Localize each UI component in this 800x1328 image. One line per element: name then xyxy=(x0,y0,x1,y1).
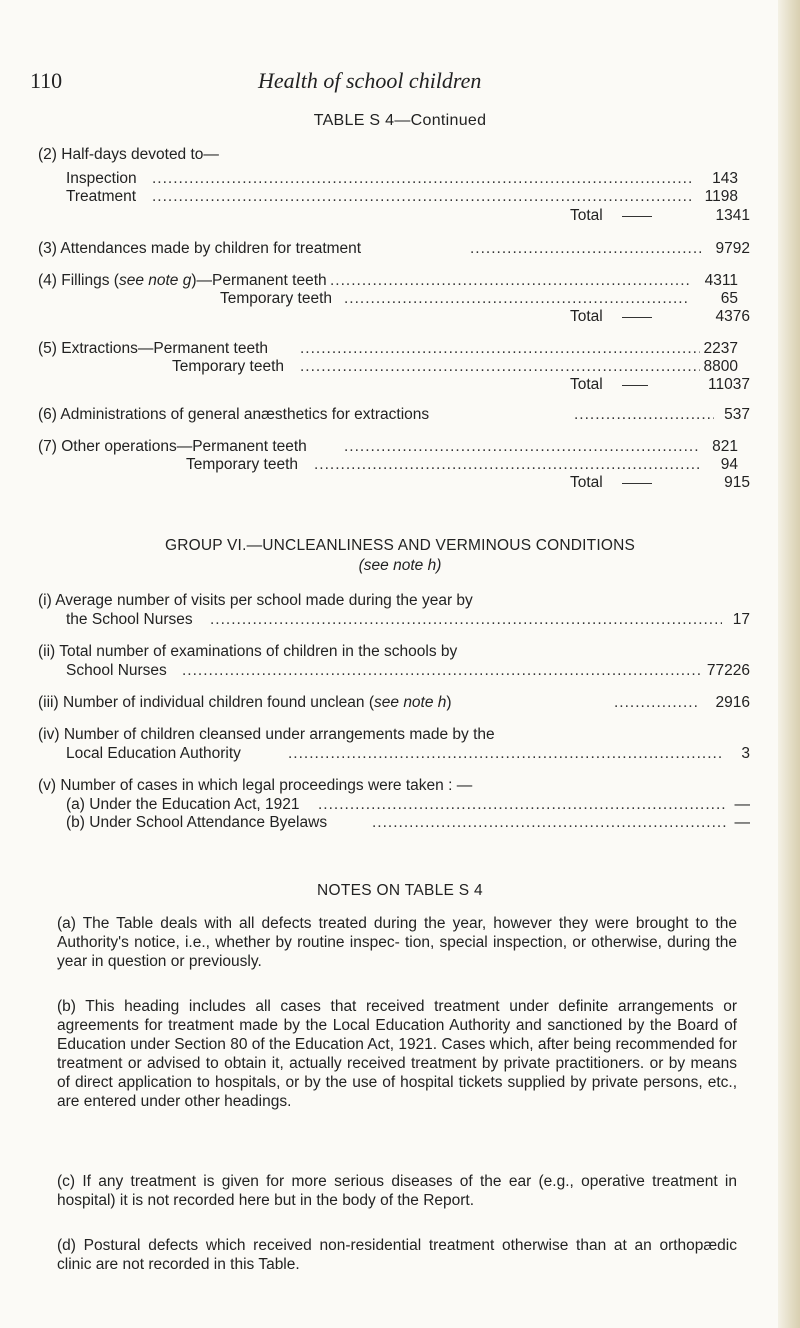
group-vi-v-line1: (v) Number of cases in which legal proceedings were taken : — xyxy=(38,777,473,794)
notes-heading: NOTES ON TABLE S 4 xyxy=(317,882,483,899)
group-vi-va-value: — xyxy=(734,796,750,813)
half-days-total-label: Total xyxy=(570,207,603,224)
total-rule xyxy=(622,216,652,217)
inspection-value: 143 xyxy=(712,170,738,187)
dot-leader xyxy=(152,188,692,208)
group-vi-iv-line1: (iv) Number of children cleansed under arrangements made by the xyxy=(38,726,495,743)
dot-leader xyxy=(344,290,690,310)
table-title: TABLE S 4—Continued xyxy=(313,112,487,129)
total-rule xyxy=(622,385,648,386)
group-vi-ii-value: 77226 xyxy=(706,662,750,679)
page-edge-shadow xyxy=(778,0,800,1328)
page-header xyxy=(30,68,530,94)
dot-leader xyxy=(614,694,700,714)
fillings-total-value: 4376 xyxy=(715,308,750,325)
treatment-value: 1198 xyxy=(704,188,738,205)
half-days-total-value: 1341 xyxy=(715,207,750,224)
group-vi-iii-value: 2916 xyxy=(715,694,750,711)
dot-leader xyxy=(318,796,726,816)
attendances-label: (3) Attendances made by children for treatment xyxy=(38,240,362,257)
dot-leader xyxy=(470,240,702,260)
group-vi-subheading: (see note h) xyxy=(358,557,442,574)
note-a: (a) The Table deals with all defects treated during the year, however they were brought to the Authority's notice, i.e., whether by routine inspec- tion, special inspection, or otherwise, during the year in question or previously. xyxy=(57,915,737,970)
half-days-label: (2) Half-days devoted to— xyxy=(38,146,219,163)
extractions-total-value: 11037 xyxy=(708,376,750,393)
group-vi-iii-line: (iii) Number of individual children found unclean (see note h) xyxy=(38,694,452,711)
dot-leader xyxy=(182,662,700,682)
group-vi-heading: GROUP VI.—UNCLEANLINESS AND VERMINOUS CONDITIONS xyxy=(164,537,636,554)
group-vi-iv-line2: Local Education Authority xyxy=(66,745,241,762)
other-operations-temporary-value: 94 xyxy=(720,456,738,473)
fillings-label: (4) Fillings (see note g)—Permanent teeth xyxy=(38,272,327,289)
extractions-label: (5) Extractions—Permanent teeth xyxy=(38,340,269,357)
group-vi-ii-line1: (ii) Total number of examinations of children in the schools by xyxy=(38,643,458,660)
note-b: (b) This heading includes all cases that received treatment under definite arrangements or agreements for treatment made by the Local Education Authority and sanctioned by the Board of Education under Section 80 of the Education Act, 1921. Cases which, after being recommended for treatment or advised to obtain it, actually received treatment by private practitioners. or by means of direct application to hospitals, or by the use of hospital tickets supplied by private persons, etc., are entered under other headings. xyxy=(57,998,737,1110)
other-operations-permanent-value: 821 xyxy=(712,438,738,455)
attendances-value: 9792 xyxy=(715,240,750,257)
group-vi-va-label: (a) Under the Education Act, 1921 xyxy=(66,796,300,813)
group-vi-i-line1: (i) Average number of visits per school made during the year by xyxy=(38,592,473,609)
note-c: (c) If any treatment is given for more serious diseases of the ear (e.g., operative treatment in hospital) it is not recorded here but in the body of the Report. xyxy=(57,1173,737,1209)
other-operations-temporary-label: Temporary teeth xyxy=(186,456,298,473)
other-operations-label: (7) Other operations—Permanent teeth xyxy=(38,438,307,455)
fillings-temporary-value: 65 xyxy=(720,290,738,307)
dot-leader xyxy=(288,745,722,765)
total-rule xyxy=(622,483,652,484)
group-vi-iv-value: 3 xyxy=(741,745,750,762)
total-rule xyxy=(622,317,652,318)
group-vi-vb-value: — xyxy=(734,814,750,831)
group-vi-i-line2: the School Nurses xyxy=(66,611,193,628)
group-vi-ii-line2: School Nurses xyxy=(66,662,167,679)
treatment-label: Treatment xyxy=(66,188,137,205)
other-operations-total-value: 915 xyxy=(724,474,750,491)
dot-leader xyxy=(574,406,714,426)
dot-leader xyxy=(300,340,700,360)
group-vi-vb-label: (b) Under School Attendance Byelaws xyxy=(66,814,328,831)
note-d: (d) Postural defects which received non-residential treatment otherwise than at an orthopædic clinic are not recorded in this Table. xyxy=(57,1237,737,1273)
dot-leader xyxy=(330,272,690,292)
dot-leader xyxy=(314,456,700,476)
other-operations-total-label: Total xyxy=(570,474,603,491)
fillings-permanent-value: 4311 xyxy=(704,272,738,289)
group-vi-i-value: 17 xyxy=(732,611,750,628)
anaesthetics-value: 537 xyxy=(724,406,750,423)
page-number: 110 xyxy=(30,68,63,93)
dot-leader xyxy=(300,358,700,378)
dot-leader xyxy=(152,170,692,190)
extractions-permanent-value: 2237 xyxy=(703,340,738,357)
fillings-total-label: Total xyxy=(570,308,603,325)
dot-leader xyxy=(344,438,700,458)
extractions-temporary-value: 8800 xyxy=(703,358,738,375)
extractions-temporary-label: Temporary teeth xyxy=(172,358,284,375)
fillings-temporary-label: Temporary teeth xyxy=(220,290,332,307)
inspection-label: Inspection xyxy=(66,170,137,187)
extractions-total-label: Total xyxy=(570,376,603,393)
dot-leader xyxy=(372,814,726,834)
anaesthetics-label: (6) Administrations of general anæsthetics for extractions xyxy=(38,406,430,423)
running-title: Health of school children xyxy=(258,68,482,93)
dot-leader xyxy=(210,611,722,631)
